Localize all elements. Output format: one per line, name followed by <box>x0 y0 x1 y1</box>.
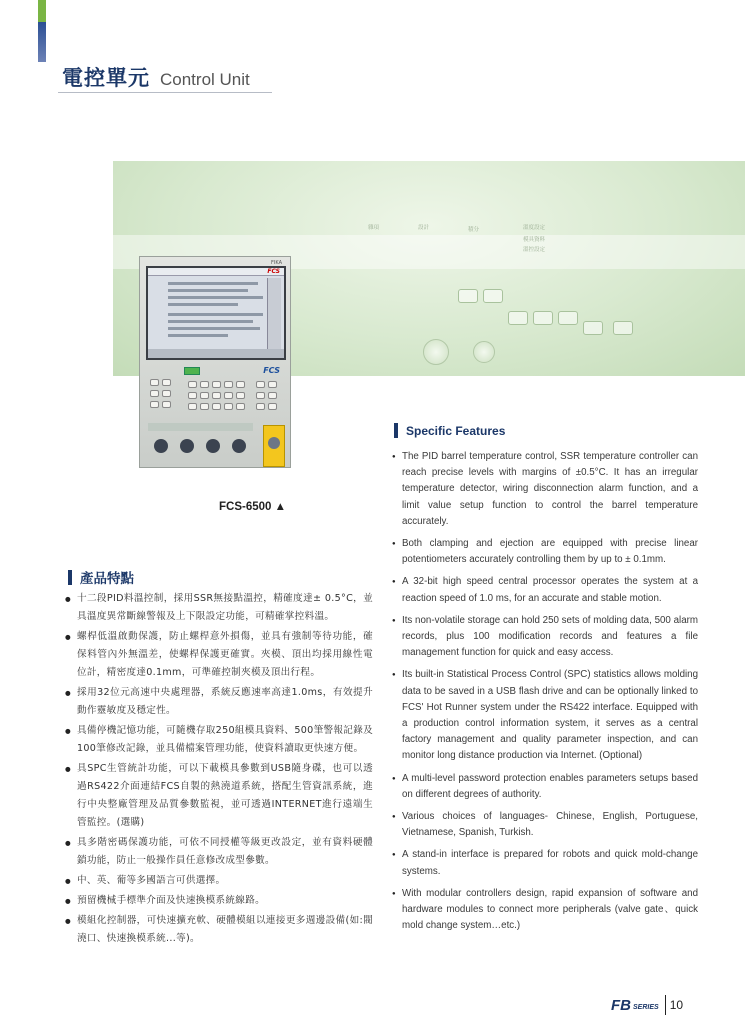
screen-data-row <box>168 327 260 330</box>
keypad-key <box>236 381 245 388</box>
keypad-key <box>200 381 209 388</box>
banner-panel-text: 模具資料 <box>523 237 546 243</box>
keypad-key <box>256 392 265 399</box>
controller-panel-illustration <box>139 256 291 468</box>
banner-key-icon <box>508 311 528 325</box>
banner-panel-text: 溫度設定 <box>523 225 546 231</box>
feature-item-zh: ● 具SPC生管統計功能，可以下載模具參數到USB隨身碟，也可以透過RS422介面連結FCS自製的熱澆道系統，搭配生管資訊系統，進行中央整廠管理及品質參數監視，並可透過INTERNET進行遠端生管監控。(選購) <box>65 760 373 832</box>
series-brand-logo: FB <box>611 996 631 1014</box>
keypad-key <box>212 381 221 388</box>
feature-item-zh: ● 模組化控制器，可快速擴充軟、硬體模組以連接更多週邊設備(如:閥澆口、快速換模系統...等)。 <box>65 912 373 948</box>
feature-item-zh: ● 具多階密碼保護功能，可依不同授權等級更改設定，並有資料硬體鎖功能，防止一般操作員任意修改成型參數。 <box>65 834 373 870</box>
controller-knob <box>180 439 194 453</box>
keypad-key <box>162 379 171 386</box>
page-title <box>62 62 250 92</box>
keypad-key <box>212 403 221 410</box>
banner-key-icon <box>613 321 633 335</box>
feature-item-zh: ● 中、英、葡等多國語言可供選擇。 <box>65 872 373 890</box>
keypad-logo: FCS <box>263 366 280 375</box>
screen-data-row <box>168 313 263 316</box>
keypad-key <box>150 390 159 397</box>
screen-logo: FCS <box>267 268 280 275</box>
controller-knob <box>232 439 246 453</box>
figure-caption: FCS-6500 ▲ <box>219 501 286 513</box>
keypad-key <box>212 392 221 399</box>
keypad-key <box>268 392 277 399</box>
feature-item: ● Its built-in Statistical Process Control (SPC) statistics allows molding data to be saved in a USB flash drive and can be optionally linked to FCS' Hot Runner system under the RS422 interface. Equipped with a production control information system, it serves as a central factory management and quality parameter inspection, and can monitor long distance production via Internet. (Optional) <box>392 667 698 764</box>
keypad-key <box>188 392 197 399</box>
banner-key-icon <box>533 311 553 325</box>
banner-round-button-icon <box>423 339 449 365</box>
keypad-key <box>224 381 233 388</box>
banner-panel-text: 積分 <box>468 227 480 233</box>
feature-item: ● A stand-in interface is prepared for robots and quick mold-change systems. <box>392 847 698 879</box>
feature-item-zh: ● 預留機械手標準介面及快速換模系統線路。 <box>65 892 373 910</box>
accent-blue-segment <box>38 22 46 62</box>
specific-features-heading <box>394 423 505 438</box>
screen-side-menu <box>267 278 281 354</box>
feature-item: ● A multi-level password protection enables parameters setups based on different degrees of authority. <box>392 771 698 803</box>
screen-data-row <box>168 282 258 285</box>
banner-panel-text: 溫控設定 <box>523 247 546 253</box>
keypad-key <box>150 379 159 386</box>
keypad-key <box>268 403 277 410</box>
controller-screen <box>146 266 286 360</box>
banner-key-icon <box>558 311 578 325</box>
screen-data-row <box>168 334 228 337</box>
page-title-en: Control Unit <box>160 70 250 89</box>
keypad-key <box>224 403 233 410</box>
specific-features-list <box>392 449 698 940</box>
banner-key-icon <box>483 289 503 303</box>
product-features-title: 產品特點 <box>80 571 134 587</box>
specific-features-title: Specific Features <box>406 423 506 438</box>
keypad-key <box>200 392 209 399</box>
page-number: 10 <box>669 998 684 1012</box>
controller-knob <box>206 439 220 453</box>
screen-data-row <box>168 289 248 292</box>
screen-data-row <box>168 320 253 323</box>
screen-data-row <box>168 296 263 299</box>
emergency-stop-icon <box>263 425 285 467</box>
heading-marker <box>394 423 398 438</box>
feature-item-zh: ● 採用32位元高速中央處理器，系統反應速率高達1.0ms，有效提升動作靈敏度及穩定性。 <box>65 684 373 720</box>
accent-green-segment <box>38 0 46 22</box>
page-footer <box>611 995 683 1015</box>
feature-item: ● Its non-volatile storage can hold 250 sets of molding data, 500 alarm records, plus 100 modification records and features a file management function for quick and easy access. <box>392 613 698 662</box>
product-features-list <box>65 590 373 950</box>
keypad-key <box>268 381 277 388</box>
keypad-key <box>236 392 245 399</box>
top-accent-bar <box>38 0 46 62</box>
controller-knob <box>154 439 168 453</box>
keypad-key <box>224 392 233 399</box>
screen-title-bar <box>148 268 284 276</box>
feature-item: ● With modular controllers design, rapid expansion of software and hardware modules to connect more peripherals (valve gate、quick mold change system…etc.) <box>392 886 698 935</box>
feature-item: ● Various choices of languages- Chinese, English, Portuguese, Vietnamese, Spanish, Turkish. <box>392 809 698 841</box>
feature-item-zh: ● 螺桿低溫啟動保護，防止螺桿意外損傷，並具有強制等待功能，確保料管內外無溫差，使螺桿保護更確實。夾模、頂出均採用線性電位計，精密度達0.1mm，可準確控制夾模及頂出行程。 <box>65 628 373 682</box>
footer-divider <box>665 995 666 1015</box>
screen-data-row <box>168 303 238 306</box>
feature-item-zh: ● 具備停機記憶功能，可隨機存取250組模具資料、500筆警報記錄及100筆修改記錄，並具備檔案管理功能，使資料讀取更快速方便。 <box>65 722 373 758</box>
feature-item-zh: ● 十二段PID料溫控制，採用SSR無接點溫控，精確度達± 0.5°C，並具溫度異常斷線警報及上下限設定功能，可精確掌控料溫。 <box>65 590 373 626</box>
series-label: SERIES <box>633 1003 659 1011</box>
controller-status-strip <box>148 423 253 431</box>
feature-item: ● The PID barrel temperature control, SSR temperature controller can reach precise levels with margins of ±0.5°C. It has an irregular temperature detector, wiring disconnection alarm function, and a limit value setup function to control the barrel temperature accurately. <box>392 449 698 530</box>
title-divider <box>58 92 272 93</box>
banner-panel-text: 設計 <box>418 225 430 231</box>
keypad-key <box>162 390 171 397</box>
keypad-key <box>256 403 265 410</box>
keypad-key <box>188 381 197 388</box>
machine-brand-text: FIKA <box>271 260 282 266</box>
product-features-heading <box>68 567 134 587</box>
banner-key-icon <box>458 289 478 303</box>
page-title-zh: 電控單元 <box>62 66 150 90</box>
keypad-key <box>256 381 265 388</box>
screen-function-bar <box>148 349 284 358</box>
keypad-key <box>162 401 171 408</box>
feature-item: ● Both clamping and ejection are equipped with precise linear potentiometers accurately controlling them by up to ± 0.1mm. <box>392 536 698 568</box>
keypad-key <box>236 403 245 410</box>
controller-keypad <box>148 365 284 421</box>
keypad-key <box>200 403 209 410</box>
keypad-key <box>188 403 197 410</box>
keypad-key <box>150 401 159 408</box>
banner-key-icon <box>583 321 603 335</box>
banner-round-button-icon <box>473 341 495 363</box>
keypad-green-indicator <box>184 367 200 375</box>
feature-item: ● A 32-bit high speed central processor operates the system at a reaction speed of 1.0 ms, for an accurate and stable motion. <box>392 574 698 606</box>
banner-panel-text: 雜項 <box>368 225 380 231</box>
heading-marker <box>68 570 72 585</box>
